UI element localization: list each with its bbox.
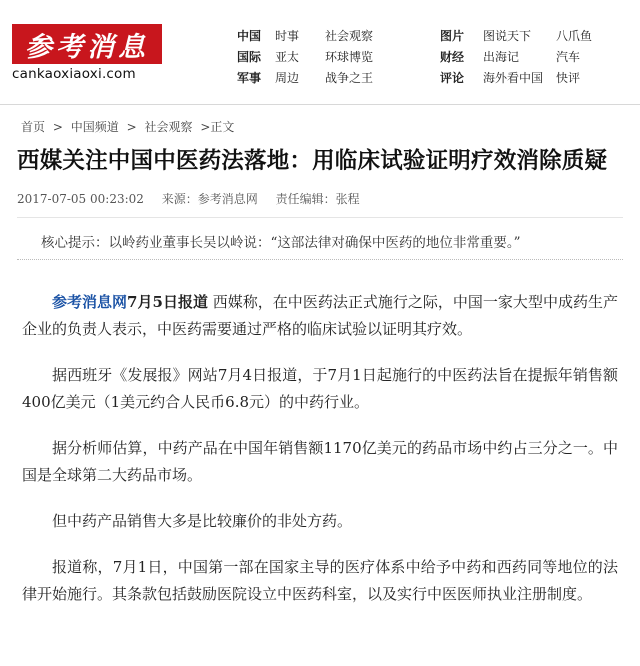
- lead-date: 7月5日报道: [127, 293, 208, 311]
- nav-row-international: [237, 47, 405, 68]
- nav-link-octopus[interactable]: 八爪鱼: [556, 29, 593, 43]
- site-header: [0, 0, 640, 104]
- nav-category-finance[interactable]: 财经: [440, 50, 465, 64]
- article-paragraph: [22, 289, 618, 343]
- nav-row-military: [237, 68, 405, 89]
- nav-row-pictures: [440, 26, 616, 47]
- nav-right: [440, 26, 616, 89]
- header-divider: [0, 104, 640, 105]
- logo-mark: 参考消息: [12, 24, 162, 64]
- article-editor: 责任编辑：张程: [275, 192, 360, 206]
- breadcrumb-home[interactable]: 首页: [21, 120, 46, 134]
- article-summary: 核心提示：以岭药业董事长吴以岭说：“这部法律对确保中医药的地位非常重要。”: [17, 226, 623, 260]
- meta-divider: [17, 217, 623, 218]
- nav-row-china: [237, 26, 405, 47]
- nav-link-global-expo[interactable]: 环球博览: [325, 50, 374, 64]
- nav-row-finance: [440, 47, 616, 68]
- article-meta: [17, 190, 374, 207]
- nav-link-quick-review[interactable]: 快评: [556, 71, 581, 85]
- breadcrumb-china-channel[interactable]: 中国频道: [70, 120, 119, 134]
- nav-link-social-observation[interactable]: 社会观察: [325, 29, 374, 43]
- site-logo[interactable]: [12, 24, 162, 82]
- article-body: [22, 289, 618, 627]
- nav-link-world-in-pictures[interactable]: 图说天下: [483, 29, 532, 43]
- nav-category-military[interactable]: 军事: [237, 71, 262, 85]
- article-paragraph: 据分析师估算，中药产品在中国年销售额1170亿美元的药品市场中约占三分之一。中国是全球第二大药品市场。: [22, 439, 618, 484]
- nav-link-asia-pacific[interactable]: 亚太: [275, 50, 300, 64]
- article-paragraph: 报道称，7月1日，中国第一部在国家主导的医疗体系中给予中药和西药同等地位的法律开始施行。其条款包括鼓励医院设立中医药科室，以及实行中医医师执业注册制度。: [22, 558, 618, 603]
- breadcrumb-separator: >: [126, 120, 137, 134]
- nav-category-commentary[interactable]: 评论: [440, 71, 465, 85]
- paragraph-text: 西媒称，在中医药法正式施行之际，中国一家大型中成药生产企业的负责人表示，中医药需要通过严格的临床试验以证明其疗效。: [22, 293, 618, 338]
- logo-url: cankaoxiaoxi.com: [12, 66, 136, 82]
- nav-link-going-overseas[interactable]: 出海记: [483, 50, 520, 64]
- nav-left: [237, 26, 405, 89]
- breadcrumb-current: >正文: [200, 120, 235, 134]
- nav-link-auto[interactable]: 汽车: [556, 50, 581, 64]
- breadcrumb-social-observation[interactable]: 社会观察: [144, 120, 193, 134]
- nav-link-china-from-abroad[interactable]: 海外看中国: [483, 71, 544, 85]
- article-datetime: 2017-07-05 00:23:02: [17, 192, 144, 206]
- nav-category-pictures[interactable]: 图片: [440, 29, 465, 43]
- article-source: 来源：参考消息网: [161, 192, 258, 206]
- nav-link-periphery[interactable]: 周边: [275, 71, 300, 85]
- lead-source-link[interactable]: 参考消息网: [52, 293, 128, 311]
- article-title: 西媒关注中国中医药法落地：用临床试验证明疗效消除质疑: [17, 148, 608, 174]
- nav-row-commentary: [440, 68, 616, 89]
- nav-category-international[interactable]: 国际: [237, 50, 262, 64]
- breadcrumb: [21, 118, 238, 135]
- breadcrumb-separator: >: [52, 120, 63, 134]
- nav-link-current-affairs[interactable]: 时事: [275, 29, 300, 43]
- nav-link-king-of-war[interactable]: 战争之王: [325, 71, 374, 85]
- nav-category-china[interactable]: 中国: [237, 29, 262, 43]
- article-paragraph: 但中药产品销售大多是比较廉价的非处方药。: [52, 512, 353, 530]
- article-paragraph: 据西班牙《发展报》网站7月4日报道，于7月1日起施行的中医药法旨在提振年销售额400亿美元（1美元约合人民币6.8元）的中药行业。: [22, 366, 618, 411]
